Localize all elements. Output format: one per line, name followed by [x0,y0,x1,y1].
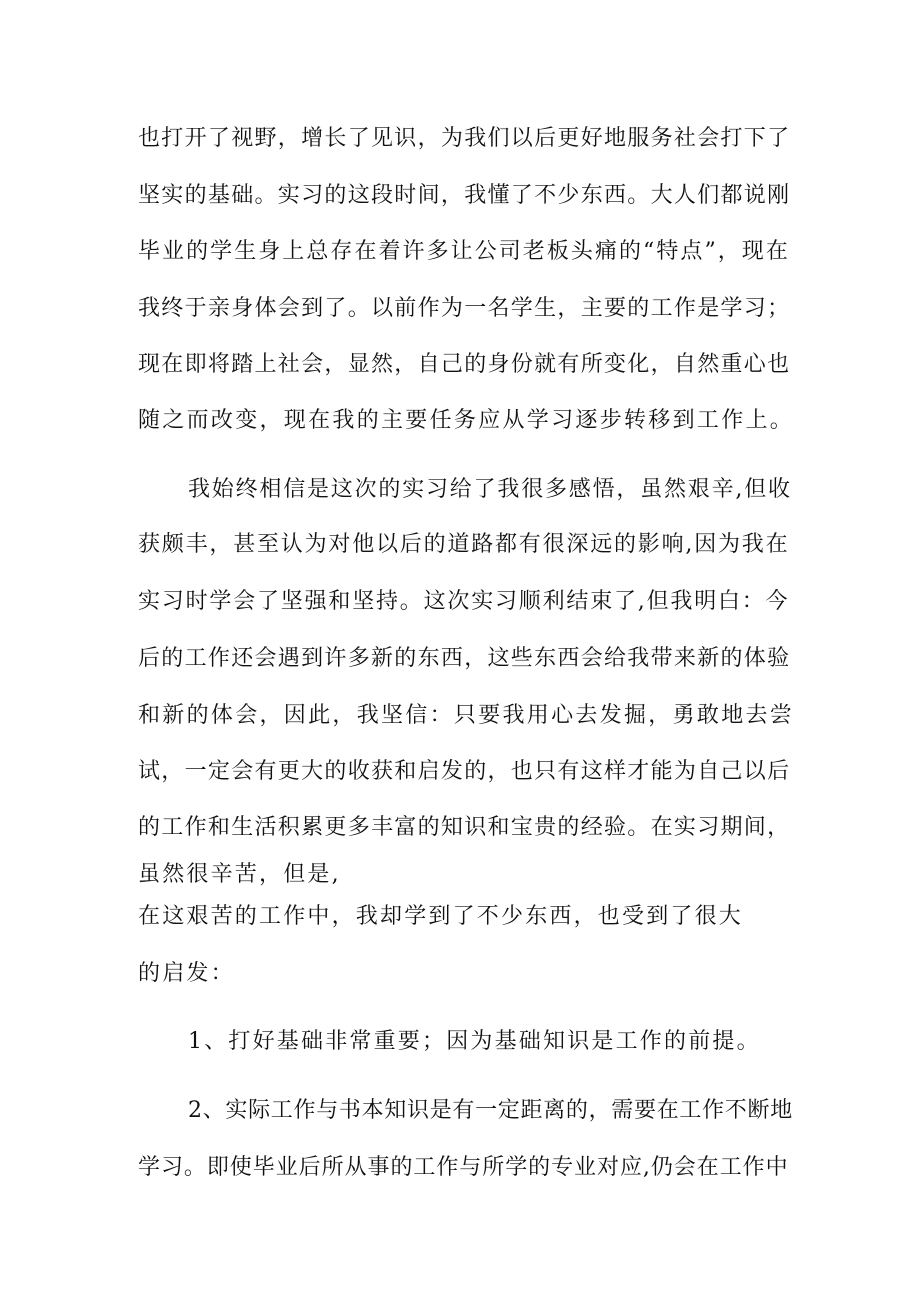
text-line-13: 的工作和生活积累更多丰富的知识和宝贵的经验。在实习期间， [138,815,791,840]
text-line-15: 在这艰苦的工作中，我却学到了不少东西，也受到了很大 [138,904,744,929]
text-line-16: 的启发： [138,961,235,986]
text-line-19: 学习。即使毕业后所从事的工作与所学的专业对应,仍会在工作中 [138,1155,789,1180]
text-line-18: 2、实际工作与书本知识是有一定距离的，需要在工作不断地 [188,1098,793,1123]
text-line-9: 实习时学会了坚强和坚持。这次实习顺利结束了,但我明白：今 [138,589,790,614]
text-line-10: 后的工作还会遇到许多新的东西，这些东西会给我带来新的体验 [138,646,791,671]
text-line-7: 我始终相信是这次的实习给了我很多感悟，虽然艰辛,但收 [188,477,792,502]
text-line-5: 现在即将踏上社会，显然，自己的身份就有所变化，自然重心也 [138,352,791,377]
text-line-8: 获颇丰，甚至认为对他以后的道路都有很深远的影响,因为我在 [138,532,790,557]
text-line-17: 1、打好基础非常重要；因为基础知识是工作的前提。 [188,1029,761,1054]
text-line-11: 和新的体会，因此，我坚信：只要我用心去发掘，勇敢地去尝 [138,703,795,728]
text-line-1: 也打开了视野，增长了见识，为我们以后更好地服务社会打下了 [138,126,791,151]
text-line-12: 试，一定会有更大的收获和启发的，也只有这样才能为自己以后 [138,759,791,784]
text-line-6: 随之而改变，现在我的主要任务应从学习逐步转移到工作上。 [138,408,795,433]
text-line-4: 我终于亲身体会到了。以前作为一名学生，主要的工作是学习； [138,296,791,321]
text-line-14: 虽然很辛苦，但是, [138,862,341,887]
text-line-3: 毕业的学生身上总存在着许多让公司老板头痛的“特点”，现在 [138,239,790,264]
text-line-2: 坚实的基础。实习的这段时间，我懂了不少东西。大人们都说刚 [138,183,791,208]
